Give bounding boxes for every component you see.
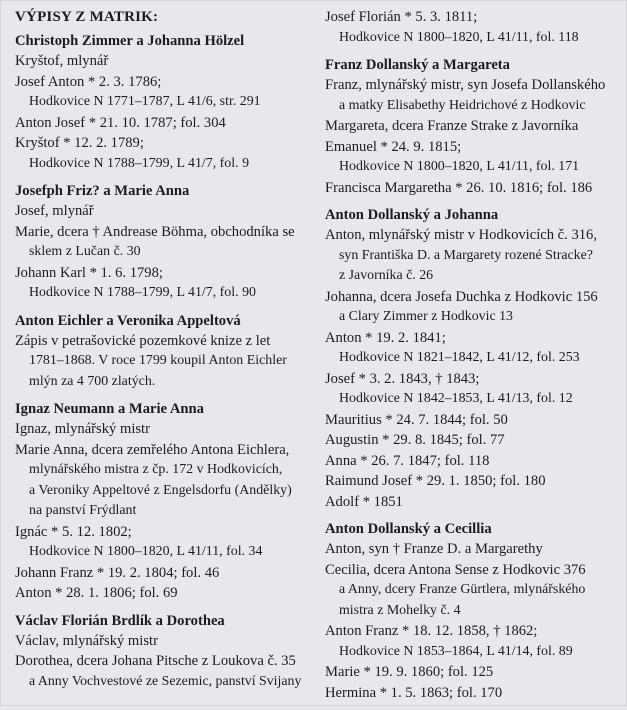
entry-line: Hodkovice N 1788–1799, L 41/7, fol. 90 [29,285,256,300]
record-entry [15,181,315,304]
entry-line: Ignaz, mlynářský mistr [15,421,150,437]
record-entry [325,55,621,198]
entry-line: Raimund Josef * 29. 1. 1850; fol. 180 [325,473,546,489]
entry-line: 1781–1868. V roce 1799 koupil Anton Eichler [29,353,287,368]
record-entry [325,519,621,703]
entry-line: Hodkovice N 1853–1864, L 41/14, fol. 89 [339,643,573,659]
entry-line: mlýn za 4 700 zlatých. [29,373,156,389]
entry-line: na panství Frýdlant [29,503,137,518]
record-entry [15,311,315,393]
entry-line: a Anny Vochvestové ze Sezemic, panství Svijany [29,673,302,689]
entry-title: Josefph Friz? a Marie Anna [15,183,190,199]
entry-title: Anton Eichler a Veronika Appeltová [15,312,241,329]
entry-line: Marie * 19. 9. 1860; fol. 125 [325,664,494,680]
entry-line: Josef, mlynář [15,203,94,219]
entry-line: Franz, mlynářský mistr, syn Josefa Dollanského [325,77,606,93]
record-entry [15,31,315,174]
entry-line: Kryštof, mlynář [15,53,109,69]
entry-title: Christoph Zimmer a Johanna Hölzel [15,33,245,49]
entry-line: Hodkovice N 1771–1787, L 41/6, str. 291 [29,94,261,109]
entry-line: mlynářského mistra z čp. 172 v Hodkovicích, [29,462,283,477]
entry-line: Josef Anton * 2. 3. 1786; [15,73,162,90]
entry-line: Dorothea, dcera Johana Pitsche z Loukova č. 35 [15,653,296,669]
entry-line: Cecilia, dcera Antona Sense z Hodkovic 376 [325,561,586,578]
entry-line: a Clary Zimmer z Hodkovic 13 [339,309,513,324]
entry-line: Anton Franz * 18. 12. 1858, † 1862; [325,623,538,639]
entry-title: Franz Dollanský a Margareta [325,57,510,73]
entry-line: Anna * 26. 7. 1847; fol. 118 [325,452,490,469]
entry-line: Hodkovice N 1788–1799, L 41/7, fol. 9 [29,155,250,171]
entry-line: Hodkovice N 1800–1820, L 41/11, fol. 171 [339,159,580,174]
entry-line: syn Františka D. a Margarety rozené Stracke? [339,247,593,263]
entry-title: Anton Dollanský a Cecillia [325,521,492,537]
entry-title: Anton Dollanský a Johanna [325,207,499,223]
entry-line: Kryštof * 12. 2. 1789; [15,135,144,151]
page-heading: VÝPISY Z MATRIK: [15,9,159,25]
entry-line: Marie Anna, dcera zemřelého Antona Eichlera, [15,441,290,458]
entry-line: Johann Karl * 1. 6. 1798; [15,264,163,281]
right-column [325,7,621,710]
entry-line: Augustin * 29. 8. 1845; fol. 77 [325,432,505,448]
record-entry [15,611,315,693]
left-column [15,7,315,699]
entry-line: Zápis v petrašovické pozemkové knize z let [15,332,271,349]
entry-line: Marie, dcera † Andrease Böhma, obchodníka se [15,223,295,240]
entry-title: Ignaz Neumann a Marie Anna [15,401,204,417]
entry-line: Josef * 3. 2. 1843, † 1843; [325,370,480,387]
entry-line: Johann Franz * 19. 2. 1804; fol. 46 [15,564,220,581]
entry-line: Francisca Margaretha * 26. 10. 1816; fol. 186 [325,179,593,196]
entry-line: Adolf * 1851 [325,493,403,510]
entry-line: Emanuel * 24. 9. 1815; [325,138,462,155]
entry-line: Anton Josef * 21. 10. 1787; fol. 304 [15,114,226,131]
entry-line: Hodkovice N 1800–1820, L 41/11, fol. 34 [29,544,263,559]
entry-line: Anton, mlynářský mistr v Hodkovicích č. 316, [325,227,597,243]
record-entry [325,7,621,48]
entry-line: Anton * 19. 2. 1841; [325,329,446,346]
entry-line: Hermina * 1. 5. 1863; fol. 170 [325,684,503,701]
entry-line: sklem z Lučan č. 30 [29,244,141,259]
entry-line: Josef Florián * 5. 3. 1811; [325,9,478,25]
entry-line: Johanna, dcera Josefa Duchka z Hodkovic 156 [325,288,598,305]
entry-title: Václav Florián Brdlík a Dorothea [15,612,225,629]
entry-line: a Anny, dcery Franze Gürtlera, mlynářského [339,582,586,597]
entry-line: Hodkovice N 1821–1842, L 41/12, fol. 253 [339,350,580,365]
entry-line: Hodkovice N 1800–1820, L 41/11, fol. 118 [339,29,579,45]
entry-line: Mauritius * 24. 7. 1844; fol. 50 [325,411,508,428]
entry-line: Hodkovice N 1842–1853, L 41/13, fol. 12 [339,391,573,406]
entry-line: z Javorníka č. 26 [339,268,434,283]
record-entry [15,399,315,604]
entry-line: Anton * 28. 1. 1806; fol. 69 [15,585,178,601]
record-entry [325,205,621,512]
entry-line: Anton, syn † Franze D. a Margarethy [325,541,543,557]
entry-line: mistra z Mohelky č. 4 [339,602,461,618]
entry-line: Václav, mlynářský mistr [15,632,158,649]
entry-line: a Veroniky Appeltové z Engelsdorfu (Andělky) [29,482,292,498]
entry-line: Ignác * 5. 12. 1802; [15,523,132,540]
entry-line: Margareta, dcera Franze Strake z Javorníka [325,118,579,134]
entry-line: a matky Elisabethy Heidrichové z Hodkovic [339,97,586,113]
